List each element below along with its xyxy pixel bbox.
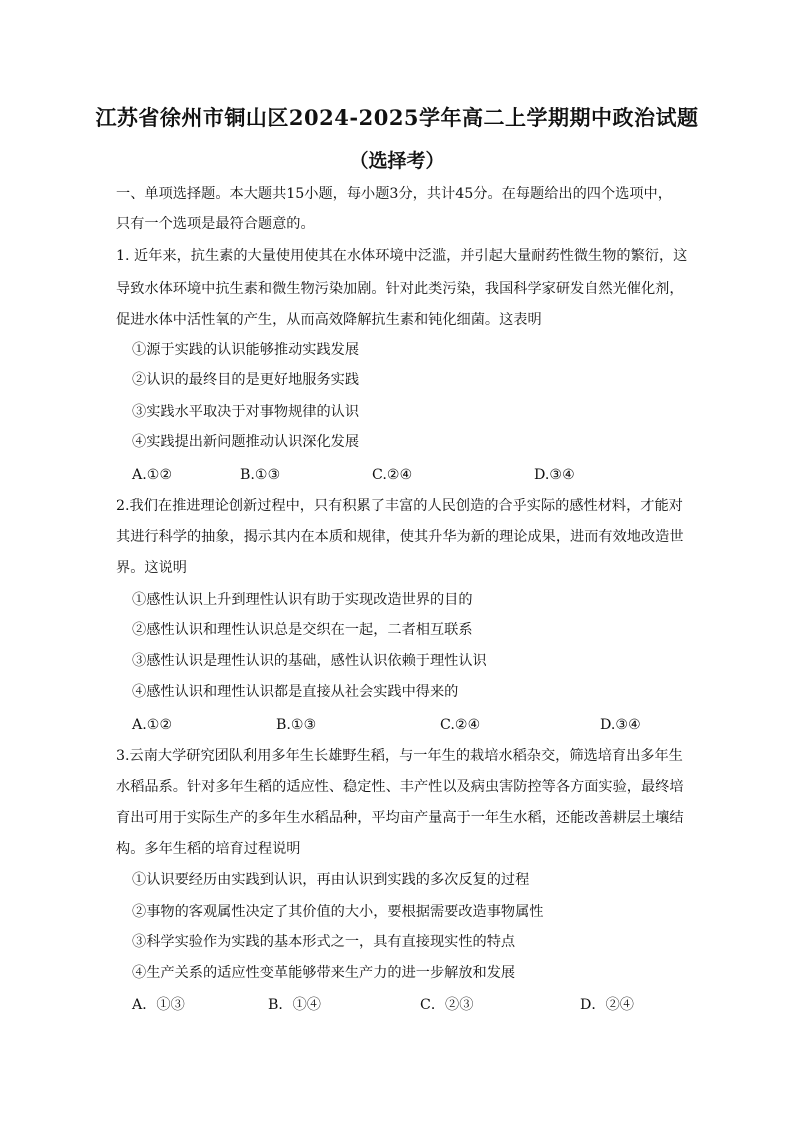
question-1-stem-line: 1. 近年来，抗生素的大量使用使其在水体环境中泛滥，并引起大量耐药性微生物的繁衍，这 [116, 248, 688, 264]
question-2-choice-b: B.①③ [276, 717, 317, 733]
question-3-option: ①认识要经历由实践到认识，再由认识到实践的多次反复的过程 [132, 872, 530, 888]
page-subtitle: （选择考） [349, 150, 445, 172]
question-3-option: ③科学实验作为实践的基本形式之一，具有直接现实性的特点 [132, 934, 516, 950]
question-3-option: ④生产关系的适应性变革能够带来生产力的进一步解放和发展 [132, 965, 516, 981]
question-2-stem-line: 其进行科学的抽象，揭示其内在本质和规律，使其升华为新的理论成果，进而有效地改造世 [116, 529, 684, 545]
question-3-stem-line: 水稻品系。针对多年生稻的适应性、稳定性、丰产性以及病虫害防控等各方面实验，最终培 [116, 779, 684, 795]
question-3-stem-line: 育出可用于实际生产的多年生水稻品种，平均亩产量高于一年生水稻，还能改善耕层土壤结 [116, 810, 684, 826]
question-2-stem-line: 2.我们在推进理论创新过程中，只有积累了丰富的人民创造的合乎实际的感性材料，才能对 [116, 498, 683, 514]
question-1-option: ④实践提出新问题推动认识深化发展 [132, 434, 360, 450]
question-3-option: ②事物的客观属性决定了其价值的大小，要根据需要改造事物属性 [132, 904, 544, 920]
question-2-choice-a: A.①② [132, 717, 173, 733]
question-2-stem-line: 界。这说明 [116, 560, 187, 576]
page-title: 江苏省徐州市铜山区2024-2025学年高二上学期期中政治试题 [95, 105, 699, 130]
question-1-stem-line: 促进水体中活性氧的产生，从而高效降解抗生素和钝化细菌。这表明 [116, 312, 542, 328]
question-3-stem-line: 3.云南大学研究团队利用多年生长雄野生稻，与一年生的栽培水稻杂交，筛选培育出多年生 [116, 748, 683, 764]
question-1-option: ②认识的最终目的是更好地服务实践 [132, 372, 360, 388]
question-1-option: ③实践水平取决于对事物规律的认识 [132, 404, 360, 420]
question-1-choice-d: D.③④ [534, 467, 575, 483]
section-header-line: 一、单项选择题。本大题共15小题，每小题3分，共计45分。在每题给出的四个选项中， [116, 186, 672, 202]
question-1-stem-line: 导致水体环境中抗生素和微生物污染加剧。针对此类污染，我国科学家研发自然光催化剂， [116, 281, 684, 297]
question-2-choice-d: D.③④ [600, 717, 641, 733]
question-1-choice-c: C.②④ [372, 467, 413, 483]
section-header-line: 只有一个选项是最符合题意的。 [116, 216, 315, 232]
question-1-option: ①源于实践的认识能够推动实践发展 [132, 342, 360, 358]
question-3-choice-b: B．①④ [268, 997, 321, 1013]
question-2-option: ①感性认识上升到理性认识有助于实现改造世界的目的 [132, 592, 473, 608]
question-2-option: ③感性认识是理性认识的基础，感性认识依赖于理性认识 [132, 653, 487, 669]
question-1-choice-a: A.①② [132, 467, 173, 483]
question-3-stem-line: 构。多年生稻的培育过程说明 [116, 841, 301, 857]
question-3-choice-a: A．①③ [132, 997, 185, 1013]
question-2-option: ④感性认识和理性认识都是直接从社会实践中得来的 [132, 684, 459, 700]
question-2-choice-c: C.②④ [440, 717, 481, 733]
question-3-choice-d: D．②④ [580, 997, 634, 1013]
question-3-choice-c: C．②③ [420, 997, 474, 1013]
question-2-option: ②感性认识和理性认识总是交织在一起，二者相互联系 [132, 622, 473, 638]
question-1-choice-b: B.①③ [240, 467, 281, 483]
